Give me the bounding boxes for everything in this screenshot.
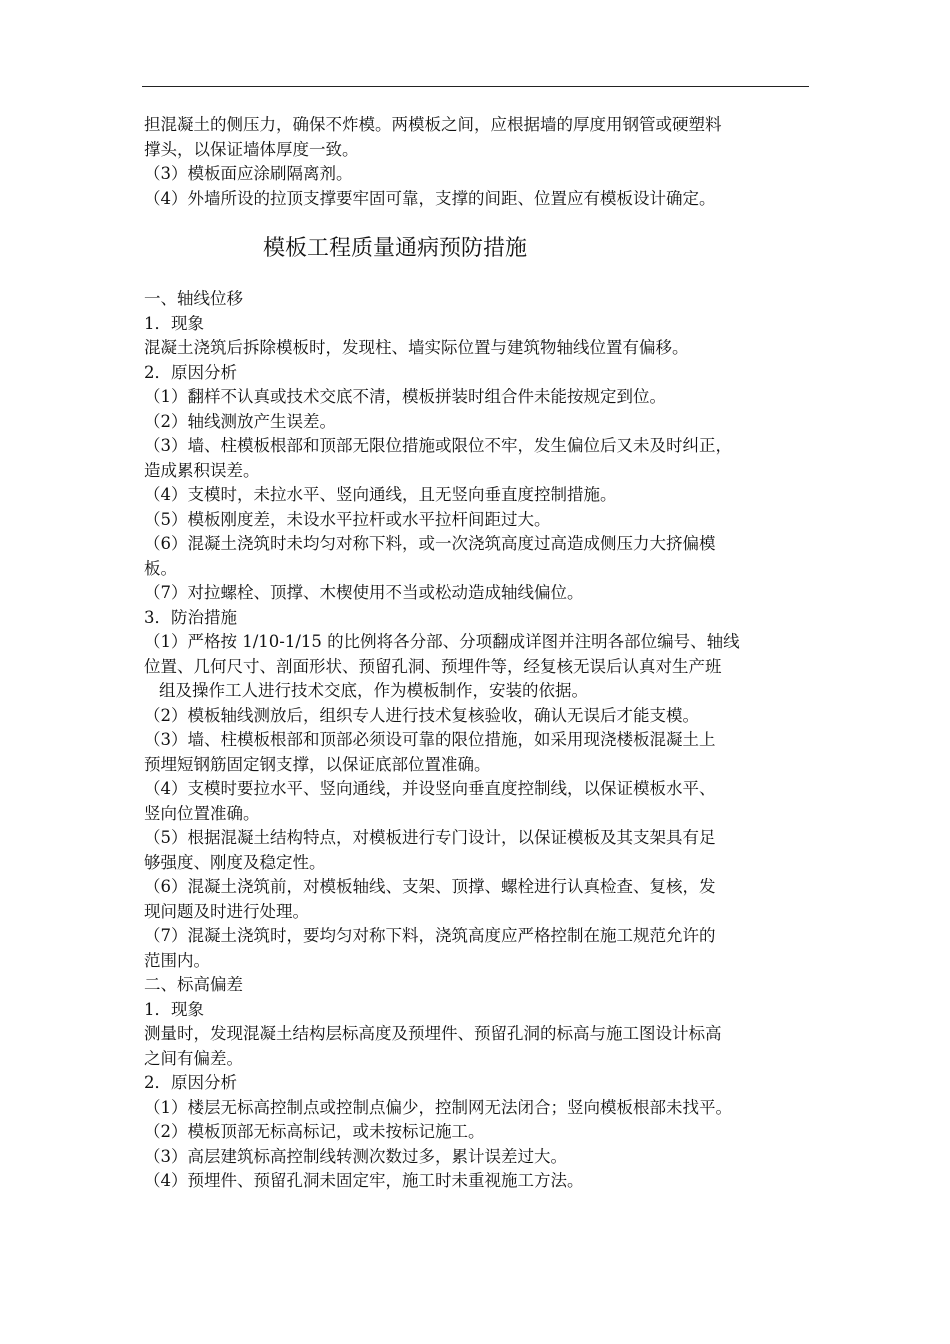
list-item: （2）模板轴线测放后，组织专人进行技术复核验收，确认无误后才能支模。 — [144, 705, 699, 725]
list-item-continuation: 板。 — [144, 558, 177, 578]
paragraph-line: 测量时，发现混凝土结构层标高度及预埋件、预留孔洞的标高与施工图设计标高 — [144, 1024, 722, 1043]
list-item-continuation: 够强度、刚度及稳定性。 — [144, 852, 326, 872]
list-item-continuation: 竖向位置准确。 — [144, 803, 260, 823]
title-block — [144, 211, 812, 287]
list-item-continuation: 组及操作工人进行技术交底，作为模板制作，安装的依据。 — [159, 681, 588, 700]
list-item: （6）混凝土浇筑时未均匀对称下料，或一次浇筑高度过高造成侧压力大挤偏模 — [144, 534, 716, 553]
list-item: （3）高层建筑标高控制线转测次数过多，累计误差过大。 — [144, 1146, 567, 1166]
subheading: 1．现象 — [144, 313, 204, 333]
intro-line: 担混凝土的侧压力，确保不炸模。两模板之间，应根据墙的厚度用钢管或硬塑料 — [144, 115, 722, 134]
subheading: 2．原因分析 — [144, 362, 237, 382]
list-item: （5）模板刚度差，未设水平拉杆或水平拉杆间距过大。 — [144, 509, 551, 529]
list-item: （2）轴线测放产生误差。 — [144, 411, 336, 431]
header-rule — [142, 86, 809, 87]
list-item: （4）支模时，未拉水平、竖向通线，且无竖向垂直度控制措施。 — [144, 485, 617, 504]
list-item-continuation: 现问题及时进行处理。 — [144, 901, 309, 921]
list-item-continuation: 位置、几何尺寸、剖面形状、预留孔洞、预埋件等，经复核无误后认真对生产班 — [144, 656, 722, 676]
paragraph-line: 混凝土浇筑后拆除模板时，发现柱、墙实际位置与建筑物轴线位置有偏移。 — [144, 338, 689, 357]
subheading: 3．防治措施 — [144, 607, 237, 627]
page-title: 模板工程质量通病预防措施 — [263, 236, 528, 261]
document-body — [144, 113, 812, 1194]
subheading: 2．原因分析 — [144, 1073, 237, 1092]
list-item: （1）严格按 1/10-1/15 的比例将各分部、分项翻成详图并注明各部位编号、轴线 — [144, 632, 740, 651]
list-item: （3）墙、柱模板根部和顶部必须设可靠的限位措施，如采用现浇楼板混凝土上 — [144, 730, 716, 749]
list-item: （4）预埋件、预留孔洞未固定牢，施工时未重视施工方法。 — [144, 1171, 584, 1190]
list-item-continuation: 造成累积误差。 — [144, 460, 260, 480]
section-heading: 一、轴线位移 — [144, 289, 243, 308]
intro-line: （4）外墙所设的拉顶支撑要牢固可靠，支撑的间距、位置应有模板设计确定。 — [144, 188, 716, 208]
list-item: （5）根据混凝土结构特点，对模板进行专门设计，以保证模板及其支架具有足 — [144, 828, 716, 847]
section-heading: 二、标高偏差 — [144, 975, 243, 994]
list-item: （7）对拉螺栓、顶撑、木楔使用不当或松动造成轴线偏位。 — [144, 583, 584, 602]
list-item: （2）模板顶部无标高标记，或未按标记施工。 — [144, 1122, 485, 1141]
list-item: （1）翻样不认真或技术交底不清，模板拼装时组合件未能按规定到位。 — [144, 387, 666, 406]
intro-line: （3）模板面应涂刷隔离剂。 — [144, 164, 353, 183]
list-item: （7）混凝土浇筑时，要均匀对称下料，浇筑高度应严格控制在施工规范允许的 — [144, 926, 716, 945]
list-item-continuation: 范围内。 — [144, 950, 210, 970]
list-item-continuation: 预埋短钢筋固定钢支撑，以保证底部位置准确。 — [144, 754, 491, 774]
intro-line: 撑头，以保证墙体厚度一致。 — [144, 139, 359, 159]
paragraph-line: 之间有偏差。 — [144, 1048, 243, 1068]
list-item: （4）支模时要拉水平、竖向通线，并设竖向垂直度控制线，以保证模板水平、 — [144, 779, 716, 798]
list-item: （1）楼层无标高控制点或控制点偏少，控制网无法闭合；竖向模板根部未找平。 — [144, 1097, 732, 1117]
subheading: 1．现象 — [144, 999, 204, 1019]
list-item: （6）混凝土浇筑前，对模板轴线、支架、顶撑、螺栓进行认真检查、复核，发 — [144, 877, 716, 896]
list-item: （3）墙、柱模板根部和顶部无限位措施或限位不牢，发生偏位后又未及时纠正， — [144, 436, 732, 455]
